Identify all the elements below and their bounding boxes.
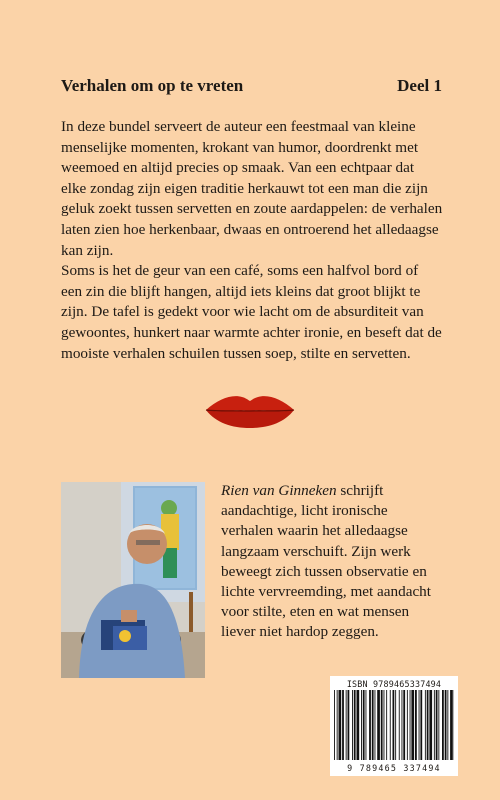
book-title: Verhalen om op te vreten [61, 76, 244, 95]
isbn-digits: 9 789465 337494 [347, 763, 441, 773]
author-photo [61, 482, 205, 678]
blurb-paragraph-2: Soms is het de geur van een café, soms een halfvol bord of een zin die blijft hangen, altijd iets kleins dat groot blijkt te zijn. De tafel is gedekt voor wie lacht om de absurditeit van gewoontes, hunkert naar warmte achter ironie, en beseft dat de mooiste verhalen schuilen tussen soep, stilte en servetten. [61, 262, 442, 362]
cover-header [61, 76, 442, 96]
back-cover-blurb [61, 117, 443, 364]
red-lips-icon [204, 393, 296, 429]
barcode-bars [334, 690, 454, 760]
isbn-label: ISBN 9789465337494 [346, 679, 442, 689]
blurb-paragraph-1: In deze bundel serveert de auteur een feestmaal van kleine menselijke momenten, krokant van humor, doordrenkt met weemoed en altijd precies op smaak. Van een echtpaar dat elke zondag zijn eigen traditie herkauwt tot een man die zijn geluk zoekt tussen servetten en zoute aardappelen: de verhalen laten zien hoe herkenbaar, dwaas en ontroerend het alledaagse kan zijn. [61, 118, 443, 259]
author-name: Rien van Ginneken [221, 482, 337, 499]
isbn-barcode [330, 676, 458, 776]
author-bio [221, 481, 443, 643]
author-bio-text: schrijft aandachtige, licht ironische verhalen waarin het alledaagse langzaam verschuift. Zijn werk beweegt zich tussen observatie en lichte vervreemding, met aandacht voor stilte, eten en wat mensen liever niet hardop zeggen. [221, 482, 431, 641]
volume-label: Deel 1 [397, 76, 442, 95]
